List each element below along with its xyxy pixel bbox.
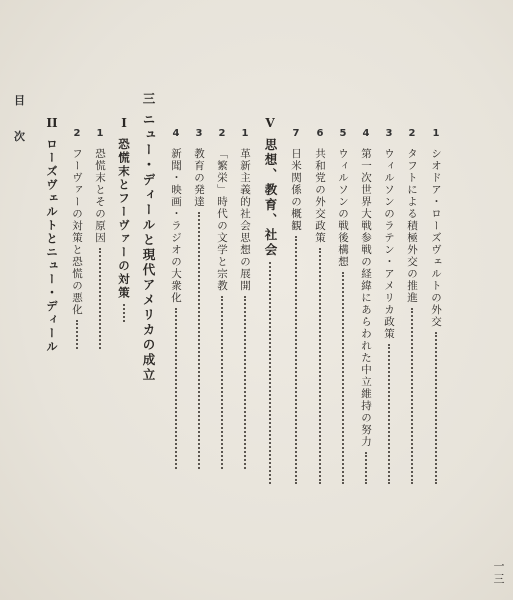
dot-leader [269,262,271,484]
entry-title: フーヴァーの対策と恐慌の悪化 [71,148,83,316]
entry-title: 「繁栄」時代の文学と宗教 [216,148,228,292]
toc-entry[interactable] [166,128,186,473]
entry-title: タフトによる積極外交の推進 [406,148,418,304]
entry-number: 2 [408,128,416,139]
entry-number: 2 [218,128,226,139]
dot-leader [295,236,297,484]
toc-entry[interactable] [310,128,330,488]
entry-number: 4 [362,128,370,139]
entry-number: 1 [432,128,440,139]
entry-title: 第一次世界大戦参戦の経緯にあらわれた中立維持の努力 [360,148,372,448]
dot-leader [411,308,413,484]
section-heading[interactable] [260,116,280,488]
entry-number: 3 [385,128,393,139]
entry-title: 革新主義的社会思想の展開 [239,148,251,292]
toc-entry[interactable] [333,128,353,488]
part-numeral: II [46,116,58,130]
dot-leader [123,304,125,322]
entry-number: 4 [172,128,180,139]
part-title: ローズヴェルトとニュー・ディール [45,138,59,354]
toc-entry[interactable] [356,128,376,488]
entry-number: 3 [195,128,203,139]
toc-entry[interactable] [286,128,306,488]
dot-leader [221,296,223,469]
chapter-title: ニュー・ディールと現代アメリカの成立 [141,113,156,383]
dot-leader [198,212,200,469]
entry-title: 教育の発達 [193,148,205,208]
toc-entry[interactable] [379,128,399,488]
dot-leader [76,320,78,349]
dot-leader [244,296,246,469]
entry-title: ウィルソンのラテン・アメリカ政策 [383,148,395,340]
section-numeral: V [265,116,275,130]
dot-leader [319,248,321,484]
part-title: 恐慌末とフーヴァーの対策 [117,138,131,300]
dot-leader [435,332,437,484]
section-title: 思想、教育、社会 [263,138,278,258]
entry-number: 1 [96,128,104,139]
dot-leader [175,308,177,469]
part-numeral: I [121,116,127,130]
dot-leader [365,452,367,484]
toc-entry[interactable] [67,128,87,353]
dot-leader [342,272,344,484]
toc-label-mokuji-2: 次 [14,130,25,143]
entry-title: 共和党の外交政策 [314,148,326,244]
dot-leader [99,248,101,349]
entry-number: 1 [241,128,249,139]
part-heading[interactable] [42,116,62,361]
toc-entry[interactable] [189,128,209,473]
chapter-number: 三 [141,92,156,107]
entry-title: ウィルソンの戦後構想 [337,148,349,268]
entry-title: シオドア・ローズヴェルトの外交 [430,148,442,328]
toc-entry[interactable] [402,128,422,488]
entry-title: 新聞・映画・ラジオの大衆化 [170,148,182,304]
entry-number: 6 [316,128,324,139]
page-number: 一三 [492,560,505,586]
entry-number: 5 [339,128,347,139]
toc-entry[interactable] [212,128,232,473]
entry-title: 恐慌末とその原因 [94,148,106,244]
dot-leader [388,344,390,484]
toc-entry[interactable] [426,128,446,488]
toc-entry[interactable] [90,128,110,353]
entry-title: 日米関係の概観 [290,148,302,232]
chapter-heading[interactable] [138,92,158,383]
toc-entry[interactable] [235,128,255,473]
part-heading[interactable] [114,116,134,326]
entry-number: 7 [292,128,300,139]
toc-label-mokuji-1: 目 [14,94,25,107]
entry-number: 2 [73,128,81,139]
